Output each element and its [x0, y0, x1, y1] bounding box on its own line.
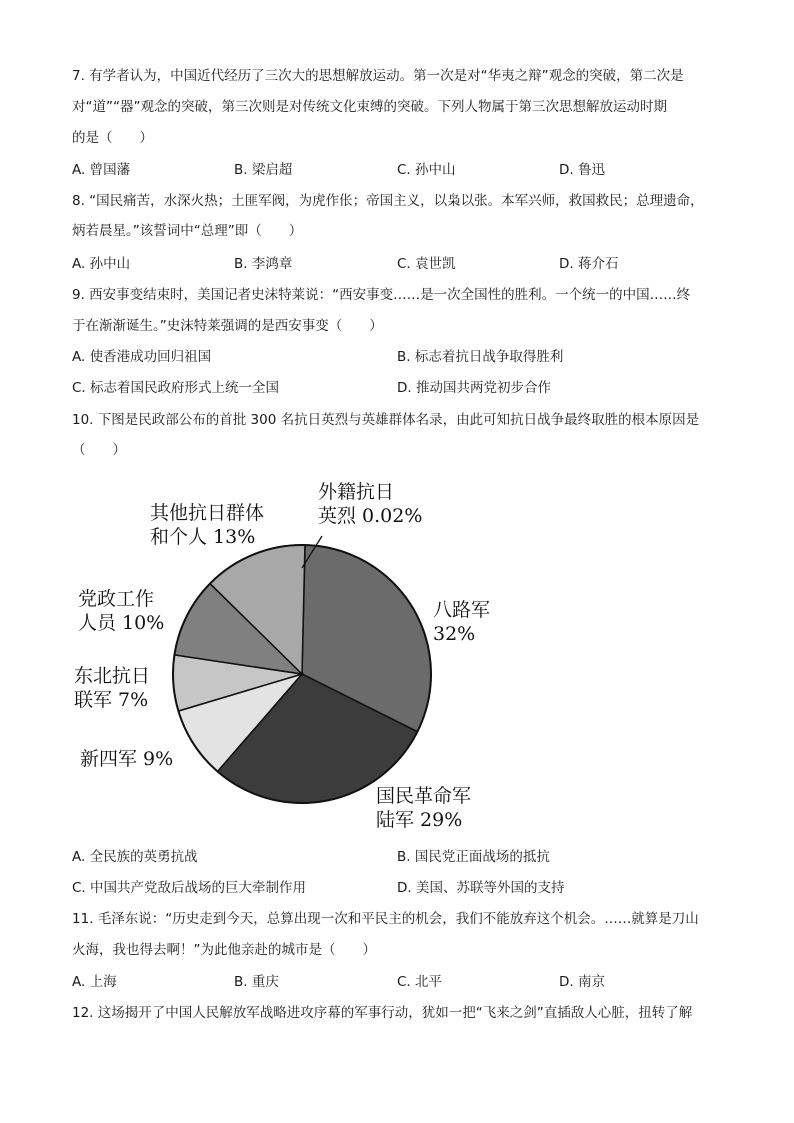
label-other-groups-line1: 其他抗日群体 — [150, 502, 265, 524]
label-eighth-route-army-line2: 32% — [433, 623, 476, 645]
label-party-staff-line2: 人员 10% — [78, 612, 165, 634]
q9-option-a: A. 使香港成功回归祖国 — [72, 349, 212, 365]
q10-stem-line-2: （ ） — [72, 442, 126, 458]
q11-option-d: D. 南京 — [559, 974, 605, 990]
q7-stem-line-2: 对“道”“器”观念的突破，第三次则是对传统文化束缚的突破。下列人物属于第三次思想解放运动时期 — [72, 99, 667, 115]
label-foreign-martyrs-line1: 外籍抗日 — [318, 481, 395, 503]
q7-option-c: C. 孙中山 — [397, 162, 456, 178]
label-other-groups-line2: 和个人 13% — [150, 526, 256, 548]
q7-option-d: D. 鲁迅 — [559, 162, 605, 178]
q9-option-b: B. 标志着抗日战争取得胜利 — [397, 349, 564, 365]
q10-option-b: B. 国民党正面战场的抵抗 — [397, 849, 550, 865]
q11-option-b: B. 重庆 — [234, 974, 279, 990]
q8-option-a: A. 孙中山 — [72, 256, 131, 272]
label-other-groups — [150, 501, 264, 549]
q7-stem-line-3: 的是（ ） — [72, 130, 153, 146]
q11-stem-line-1: 11. 毛泽东说：“历史走到今天，总算出现一次和平民主的机会，我们不能放弃这个机会。……就算是刀山 — [72, 911, 699, 927]
label-eighth-route-army — [433, 598, 490, 646]
q7-option-a: A. 曾国藩 — [72, 162, 131, 178]
q8-stem-line-2: 炳若晨星。”该誓词中“总理”即（ ） — [72, 223, 303, 239]
q8-option-b: B. 李鸿章 — [234, 256, 293, 272]
label-eighth-route-army-line1: 八路军 — [433, 599, 491, 621]
q9-option-d: D. 推动国共两党初步合作 — [397, 380, 551, 396]
q8-option-c: C. 袁世凯 — [397, 256, 456, 272]
label-northeast-army — [74, 664, 150, 712]
label-party-staff — [78, 587, 164, 635]
q11-option-c: C. 北平 — [397, 974, 443, 990]
q10-stem-line-1: 10. 下图是民政部公布的首批 300 名抗日英烈与英雄群体名录，由此可知抗日战争最终取胜的根本原因是 — [72, 412, 700, 428]
q11-option-a: A. 上海 — [72, 974, 117, 990]
q10-option-c: C. 中国共产党敌后战场的巨大牵制作用 — [72, 880, 307, 896]
q9-option-c: C. 标志着国民政府形式上统一全国 — [72, 380, 280, 396]
q9-stem-line-2: 于在渐渐诞生。”史沫特莱强调的是西安事变（ ） — [72, 318, 383, 334]
q9-stem-line-1: 9. 西安事变结束时，美国记者史沫特莱说：“西安事变……是一次全国性的胜利。一个统一的中国……终 — [72, 287, 691, 303]
label-northeast-army-line1: 东北抗日 — [74, 665, 151, 687]
label-foreign-martyrs — [318, 480, 422, 528]
label-party-staff-line1: 党政工作 — [78, 588, 155, 610]
q7-option-b: B. 梁启超 — [234, 162, 293, 178]
q12-stem-line-1: 12. 这场揭开了中国人民解放军战略进攻序幕的军事行动，犹如一把“飞来之剑”直插敌人心脏，扭转了解 — [72, 1005, 693, 1021]
q8-stem-line-1: 8. “国民痛苦，水深火热；土匪军阀，为虎作伥；帝国主义，以枭以张。本军兴师，救国救民；总理遗命， — [72, 193, 704, 209]
label-new-fourth-army-line1: 新四军 9% — [80, 748, 174, 770]
label-northeast-army-line2: 联军 7% — [74, 689, 149, 711]
pie-slices — [173, 545, 431, 803]
q10-option-d: D. 美国、苏联等外国的支持 — [397, 880, 565, 896]
q11-stem-line-2: 火海，我也得去啊！”为此他亲赴的城市是（ ） — [72, 942, 376, 958]
label-new-fourth-army — [80, 747, 173, 771]
label-nra-army — [376, 784, 471, 832]
label-nra-army-line1: 国民革命军 — [376, 785, 472, 807]
q10-option-a: A. 全民族的英勇抗战 — [72, 849, 198, 865]
q7-stem-line-1: 7. 有学者认为，中国近代经历了三次大的思想解放运动。第一次是对“华夷之辩”观念的突破，第二次是 — [72, 68, 684, 84]
label-nra-army-line2: 陆军 29% — [376, 809, 463, 831]
label-foreign-martyrs-line2: 英烈 0.02% — [318, 505, 423, 527]
q8-option-d: D. 蒋介石 — [559, 256, 619, 272]
